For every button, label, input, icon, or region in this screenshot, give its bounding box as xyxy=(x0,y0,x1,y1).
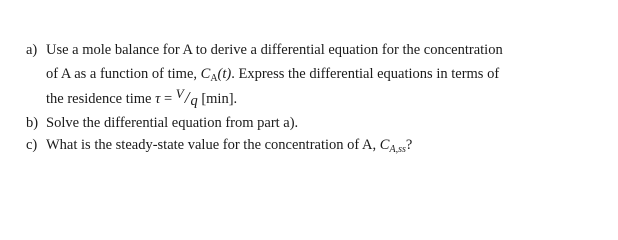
fraction-numerator: V xyxy=(175,86,184,101)
problem-a-line-2-suffix: . Express the differential equations in terms of xyxy=(231,66,500,82)
tau-symbol: τ xyxy=(155,91,161,107)
problem-c-text-prefix: What is the steady-state value for the concentration of A, xyxy=(46,137,380,153)
problem-c-text-suffix: ? xyxy=(405,137,413,153)
problem-c xyxy=(26,133,412,159)
unit-label: [min]. xyxy=(197,91,238,107)
problem-a-line-3-prefix: the residence time xyxy=(46,91,156,107)
problem-b xyxy=(26,111,298,135)
problem-a-label: a) xyxy=(26,42,38,58)
problem-a-line-1: Use a mole balance for A to derive a differential equation for the concentration xyxy=(46,42,503,58)
problem-c-label: c) xyxy=(26,137,38,153)
problem-a-line-2-prefix: of A as a function of time, xyxy=(46,66,201,82)
concentration-subscript: A xyxy=(210,73,218,84)
problem-b-label: b) xyxy=(26,115,39,131)
concentration-variable: C xyxy=(200,66,211,82)
problem-a xyxy=(26,38,503,62)
equals-sign: = xyxy=(160,91,176,107)
problem-b-text: Solve the differential equation from part a). xyxy=(46,115,299,131)
steady-state-variable: C xyxy=(379,137,390,153)
concentration-time-arg: (t) xyxy=(217,66,232,82)
fraction-denominator: q xyxy=(190,93,198,109)
steady-state-subscript: A,ss xyxy=(389,144,406,155)
problem-c-text xyxy=(46,133,412,159)
problem-a-line-3 xyxy=(46,86,237,111)
fraction-slash: / xyxy=(184,88,190,107)
problem-a-line-2 xyxy=(46,62,499,88)
